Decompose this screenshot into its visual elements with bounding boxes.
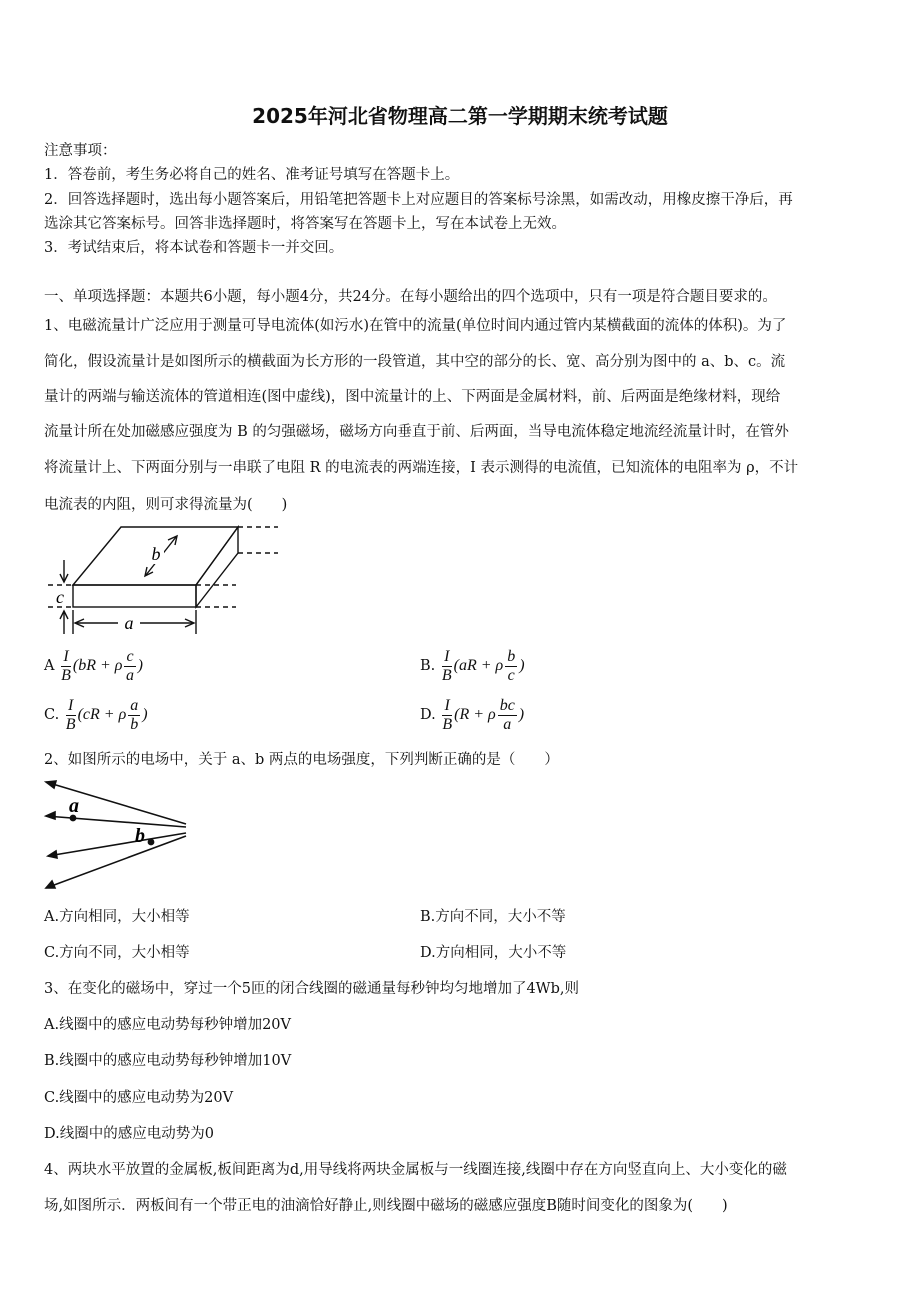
expr-part: ) <box>518 706 525 724</box>
q4-stem-line: 场,如图所示．两板间有一个带正电的油滴恰好静止,则线圈中磁场的磁感应强度B随时间变化的图象为( ) <box>44 1198 728 1214</box>
box-right-face <box>196 527 238 607</box>
section-heading: 一、单项选择题：本题共6小题，每小题4分，共24分。在每小题给出的四个选项中，只有一项是符合题目要求的。 <box>44 289 777 305</box>
q2-stem: 2、如图所示的电场中，关于 a、b 两点的电场强度，下列判断正确的是（ ） <box>44 752 559 768</box>
notice-item: 1．答卷前，考生务必将自己的姓名、准考证号填写在答题卡上。 <box>44 167 460 183</box>
frac-num: c <box>126 648 134 665</box>
frac-num: I <box>442 697 452 716</box>
q3-stem: 3、在变化的磁场中，穿过一个5匝的闭合线圈的磁通量每秒钟均匀地增加了4Wb,则 <box>44 981 579 997</box>
q1-stem-line: 将流量计上、下两面分别与一串联了电阻 R 的电流表的两端连接，I 表示测得的电流值，已知流体的电阻率为 ρ，不计 <box>44 460 799 476</box>
expr-part: (aR + ρ <box>453 657 504 675</box>
q1-stem-line: 流量计所在处加磁感应强度为 B 的匀强磁场，磁场方向垂直于前、后两面，当导电流体稳定地流经流量计时，在管外 <box>44 424 789 440</box>
q4-stem-line: 4、两块水平放置的金属板,板间距离为d,用导线将两块金属板与一线圈连接,线圈中存在方向竖直向上、大小变化的磁 <box>44 1162 787 1178</box>
q1-stem-line: 简化，假设流量计是如图所示的横截面为长方形的一段管道，其中空的部分的长、宽、高分别为图中的 a、b、c。流 <box>44 354 786 370</box>
option-letter: D. <box>420 707 436 724</box>
q1-option-a[interactable] <box>44 648 143 685</box>
q1-option-d[interactable] <box>420 697 524 734</box>
q2-option-d[interactable]: D.方向相同，大小不等 <box>420 945 567 961</box>
flow-meter-figure <box>40 518 290 640</box>
notice-heading: 注意事项： <box>44 143 117 159</box>
box-front-face <box>73 585 196 607</box>
q1-stem-line: 量计的两端与输送流体的管道相连(图中虚线)，图中流量计的上、下两面是金属材料，前、后两面是绝缘材料，现给 <box>44 389 781 405</box>
label-a: a <box>124 613 134 633</box>
q3-option-d[interactable]: D.线圈中的感应电动势为0 <box>44 1126 214 1142</box>
q1-option-b[interactable] <box>420 648 525 685</box>
q1-stem-line: 电流表的内阻，则可求得流量为( ) <box>44 497 288 513</box>
notice-item: 2．回答选择题时，选出每小题答案后，用铅笔把答题卡上对应题目的答案标号涂黑，如需改动，用橡皮擦干净后，再 <box>44 192 793 208</box>
q2-option-a[interactable]: A.方向相同，大小相等 <box>44 909 190 925</box>
frac-num: I <box>66 697 76 716</box>
q1-stem-line: 1、电磁流量计广泛应用于测量可导电流体(如污水)在管中的流量(单位时间内通过管内某横截面的流体的体积)。为了 <box>44 318 787 334</box>
frac-den: B <box>65 716 76 733</box>
q2-option-b[interactable]: B.方向不同，大小不等 <box>420 909 566 925</box>
option-letter: C. <box>44 707 60 724</box>
q3-option-a[interactable]: A.线圈中的感应电动势每秒钟增加20V <box>44 1017 292 1033</box>
expr-part: (cR + ρ <box>77 706 127 724</box>
frac-den: B <box>61 667 71 684</box>
electric-field-figure <box>40 776 192 894</box>
page-title: 2025年河北省物理高二第一学期期末统考试题 <box>252 104 668 128</box>
expr-part: (bR + ρ <box>72 657 123 675</box>
frac-den: b <box>130 716 139 733</box>
notice-item: 选涂其它答案标号。回答非选择题时，将答案写在答题卡上，写在本试卷上无效。 <box>44 216 566 232</box>
label-b: b <box>151 544 161 564</box>
label-c: c <box>56 587 64 607</box>
frac-num: I <box>442 648 452 667</box>
notice-item: 3．考试结束后，将本试卷和答题卡一并交回。 <box>44 240 344 256</box>
frac-den: a <box>126 667 134 684</box>
frac-den: c <box>507 667 515 684</box>
frac-den: B <box>441 667 452 684</box>
point-b <box>148 839 153 844</box>
q3-option-c[interactable]: C.线圈中的感应电动势为20V <box>44 1090 234 1106</box>
frac-den: a <box>503 716 512 733</box>
option-letter: B. <box>420 658 436 675</box>
frac-den: B <box>442 716 453 733</box>
expr-part: ) <box>519 657 525 675</box>
frac-num: bc <box>499 697 515 714</box>
option-letter: A <box>44 658 55 675</box>
q1-option-c[interactable] <box>44 697 148 734</box>
label-a: a <box>69 795 79 817</box>
frac-num: a <box>130 697 139 714</box>
frac-num: I <box>61 648 71 667</box>
expr-part: (R + ρ <box>454 706 496 724</box>
frac-num: b <box>507 648 516 665</box>
expr-part: ) <box>142 706 148 724</box>
expr-part: ) <box>137 657 143 675</box>
q2-option-c[interactable]: C.方向不同，大小相等 <box>44 945 190 961</box>
label-b: b <box>135 825 145 847</box>
q3-option-b[interactable]: B.线圈中的感应电动势每秒钟增加10V <box>44 1053 292 1069</box>
